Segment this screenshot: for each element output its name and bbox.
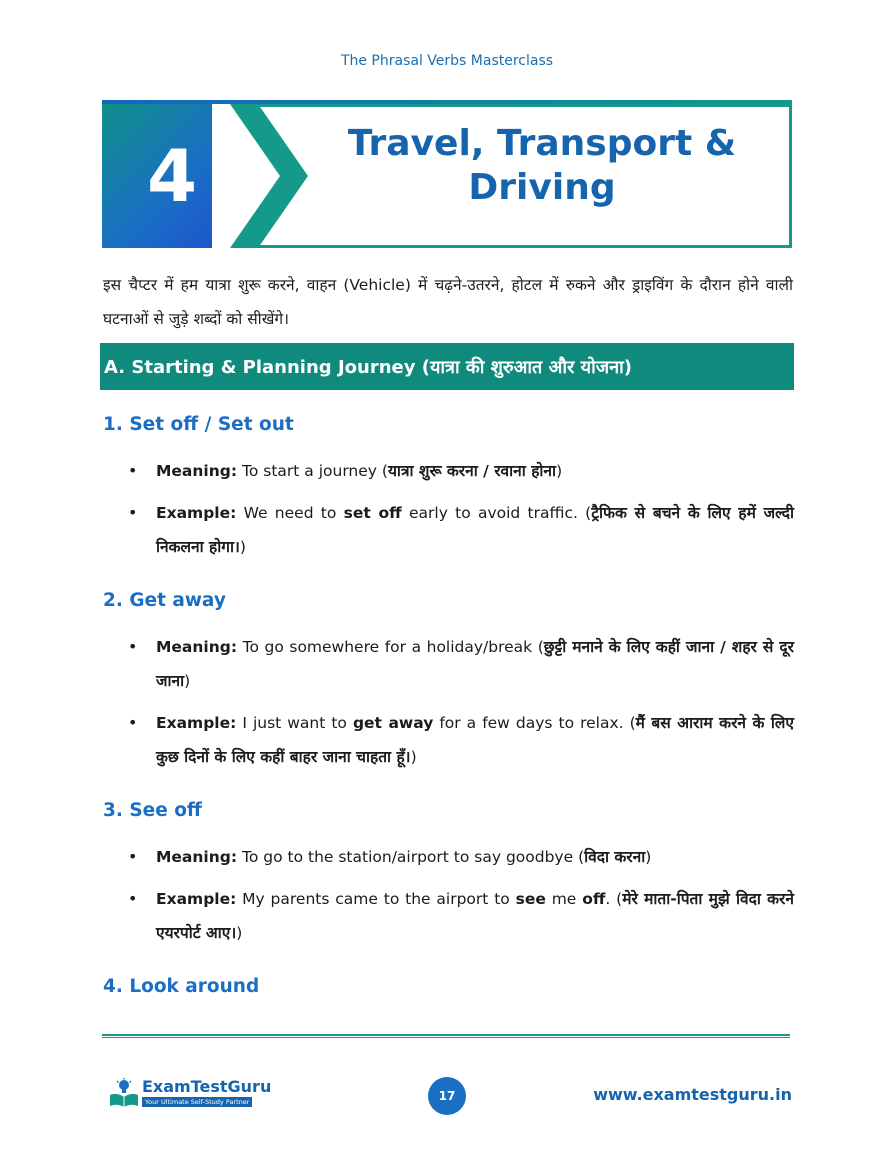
example-text: early to avoid traffic. ( — [401, 504, 592, 522]
example-verb: get away — [352, 714, 434, 732]
verb-2-meaning — [128, 630, 794, 698]
book-bulb-icon — [108, 1078, 140, 1108]
bullet-icon: • — [128, 713, 138, 732]
meaning-text: To start a journey ( — [237, 462, 388, 480]
example-hindi: मेरे माता-पिता मुझे विदा करने एयरपोर्ट आए। — [156, 890, 794, 942]
meaning-label: Meaning: — [156, 848, 238, 866]
example-text: for a few days to relax. ( — [433, 714, 636, 732]
chapter-banner — [102, 100, 792, 248]
logo-name: ExamTestGuru — [142, 1077, 272, 1096]
verb-2-example — [128, 706, 794, 774]
example-hindi: मैं बस आराम करने के लिए कुछ दिनों के लिए कहीं बाहर जाना चाहता हूँ। — [156, 714, 794, 766]
meaning-label: Meaning: — [156, 638, 238, 656]
example-verb: off — [582, 890, 606, 908]
example-close: ) — [410, 748, 417, 766]
meaning-text: To go to the station/airport to say goodbye ( — [237, 848, 585, 866]
example-text: My parents came to the airport to — [236, 890, 516, 908]
section-heading: A. Starting & Planning Journey (यात्रा की शुरुआत और योजना) — [100, 343, 794, 390]
example-text: me — [545, 890, 583, 908]
example-label: Example: — [156, 890, 237, 908]
example-hindi: ट्रैफिक से बचने के लिए हमें जल्दी निकलना होगा। — [156, 504, 795, 556]
example-label: Example: — [156, 504, 237, 522]
chapter-title — [322, 122, 762, 210]
meaning-label: Meaning: — [156, 462, 238, 480]
meaning-text: To go somewhere for a holiday/break ( — [237, 638, 544, 656]
meaning-hindi: विदा करना — [584, 848, 646, 866]
bullet-icon: • — [128, 503, 138, 522]
running-head: The Phrasal Verbs Masterclass — [340, 53, 554, 69]
verb-heading-1: 1. Set off / Set out — [103, 414, 294, 435]
example-label: Example: — [156, 714, 237, 732]
example-text: I just want to — [236, 714, 353, 732]
bullet-icon: • — [128, 637, 138, 656]
verb-heading-3: 3. See off — [103, 800, 202, 821]
meaning-hindi: यात्रा शुरू करना / रवाना होना — [387, 462, 557, 480]
verb-1-meaning — [128, 454, 794, 488]
bullet-icon: • — [128, 847, 138, 866]
example-verb: see — [515, 890, 546, 908]
verb-1-example — [128, 496, 794, 564]
chapter-title-line2: Driving — [468, 167, 616, 208]
meaning-hindi: छुट्टी मनाने के लिए कहीं जाना / शहर से दूर जाना — [156, 638, 794, 690]
example-text: We need to — [236, 504, 344, 522]
bullet-icon: • — [128, 889, 138, 908]
page-number: 17 — [428, 1077, 466, 1115]
brand-logo[interactable] — [108, 1076, 272, 1110]
meaning-close: ) — [645, 848, 652, 866]
example-text: . ( — [605, 890, 623, 908]
intro-paragraph: इस चैप्टर में हम यात्रा शुरू करने, वाहन (Vehicle) में चढ़ने-उतरने, होटल में रुकने और ड्राइविंग के दौरान होने वाली घटनाओं से जुड़े शब्दों को सीखेंगे। — [103, 276, 793, 328]
meaning-close: ) — [184, 672, 191, 690]
meaning-close: ) — [556, 462, 563, 480]
example-close: ) — [239, 538, 246, 556]
logo-tagline: Your Ultimate Self-Study Partner — [142, 1097, 252, 1107]
bullet-icon: • — [128, 461, 138, 480]
verb-heading-4: 4. Look around — [103, 976, 260, 997]
chapter-number: 4 — [146, 134, 198, 218]
website-link[interactable]: www.examtestguru.in — [593, 1085, 792, 1104]
verb-3-meaning — [128, 840, 794, 874]
chapter-title-line1: Travel, Transport & — [347, 123, 737, 164]
example-verb: set off — [343, 504, 402, 522]
verb-heading-2: 2. Get away — [103, 590, 226, 611]
footer-divider — [102, 1034, 790, 1038]
example-close: ) — [236, 924, 243, 942]
verb-3-example — [128, 882, 794, 950]
